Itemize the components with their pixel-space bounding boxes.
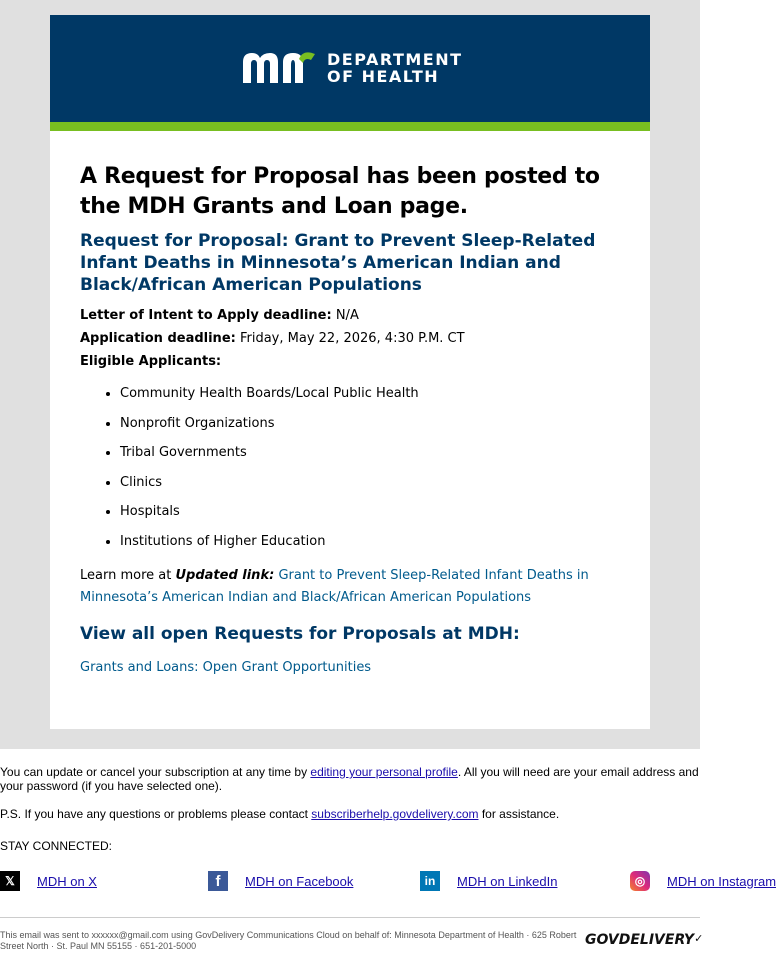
govdelivery-logo (585, 932, 703, 948)
ps-text-b: for assistance. (478, 807, 560, 821)
eligible-label (80, 350, 620, 373)
green-accent-bar (50, 122, 650, 131)
list-item: • Hospitals (120, 503, 620, 521)
social-linkedin (420, 871, 557, 891)
footer (0, 765, 700, 853)
stay-connected: STAY CONNECTED: (0, 839, 113, 853)
learn-more (80, 565, 620, 609)
social-instagram-link[interactable]: MDH on Instagram (667, 873, 776, 889)
facebook-icon[interactable]: f (208, 871, 228, 891)
updated-link-label: Updated link: (175, 567, 275, 583)
email-content (80, 162, 620, 677)
open-opportunities (80, 659, 620, 677)
eligible-label-text: Eligible Applicants: (80, 354, 222, 369)
social-x (0, 871, 97, 891)
linkedin-icon[interactable]: in (420, 871, 440, 891)
sent-to-notice: This email was sent to xxxxxx@gmail.com using GovDelivery Communications Cloud on behalf of: Minnesota Department of Health · 625 Robert Street North · St. Paul MN 55155 · 651-201-5000 (0, 930, 577, 951)
department-name (327, 51, 463, 85)
app-value: Friday, May 22, 2026, 4:30 P.M. CT (235, 331, 465, 346)
dept-line-2: OF HEALTH (327, 67, 440, 86)
email-card (50, 15, 650, 729)
social-links (0, 871, 776, 893)
eligible-list (80, 385, 620, 551)
mn-logo-icon (243, 51, 319, 83)
social-facebook-link[interactable]: MDH on Facebook (245, 873, 354, 889)
ps-note (0, 807, 700, 821)
headline: A Request for Proposal has been posted to the MDH Grants and Loan page. (80, 164, 600, 219)
list-item: • Nonprofit Organizations (120, 415, 620, 433)
edit-profile-link[interactable]: editing your personal profile (310, 765, 458, 779)
app-label: Application deadline: (80, 331, 236, 346)
social-facebook (208, 871, 353, 891)
sub-text-a: You can update or cancel your subscription at any time by (0, 765, 311, 779)
govdelivery-text: GOVDELIVERY (585, 932, 695, 948)
list-item: • Community Health Boards/Local Public Health (120, 385, 620, 403)
x-icon[interactable]: 𝕏 (0, 871, 20, 891)
loi-value: N/A (331, 308, 359, 323)
rfp-link[interactable]: Grant to Prevent Sleep-Related Infant Deaths in Minnesota’s American Indian and Black/African American Populations (80, 567, 589, 605)
subscription-note (0, 765, 700, 793)
social-linkedin-link[interactable]: MDH on LinkedIn (457, 873, 558, 889)
subscriber-help-link[interactable]: subscriberhelp.govdelivery.com (311, 807, 479, 821)
sub-text-b: . All you will need are your email address and your password (if you have selected one). (0, 765, 699, 793)
social-instagram (630, 871, 776, 891)
open-grants-link[interactable]: Grants and Loans: Open Grant Opportunities (80, 659, 372, 675)
ps-text-a: P.S. If you have any questions or problems please contact (0, 807, 312, 821)
footer-divider (0, 917, 700, 918)
social-x-link[interactable]: MDH on X (37, 873, 97, 889)
instagram-icon[interactable]: ◎ (630, 871, 650, 891)
dept-line-1: DEPARTMENT (327, 50, 463, 69)
checkmark-icon: ✓ (694, 932, 704, 945)
header-banner (50, 15, 650, 122)
learn-prefix: Learn more at (80, 567, 176, 583)
list-item: • Institutions of Higher Education (120, 533, 620, 551)
view-all-heading: View all open Requests for Proposals at MDH: (80, 623, 520, 644)
list-item: • Clinics (120, 474, 620, 492)
loi-deadline (80, 304, 620, 327)
list-item: • Tribal Governments (120, 444, 620, 462)
rfp-title: Request for Proposal: Grant to Prevent Sleep-Related Infant Deaths in Minnesota’s American Indian and Black/African American Populations (80, 231, 596, 295)
loi-label: Letter of Intent to Apply deadline: (80, 308, 332, 323)
application-deadline (80, 327, 620, 350)
